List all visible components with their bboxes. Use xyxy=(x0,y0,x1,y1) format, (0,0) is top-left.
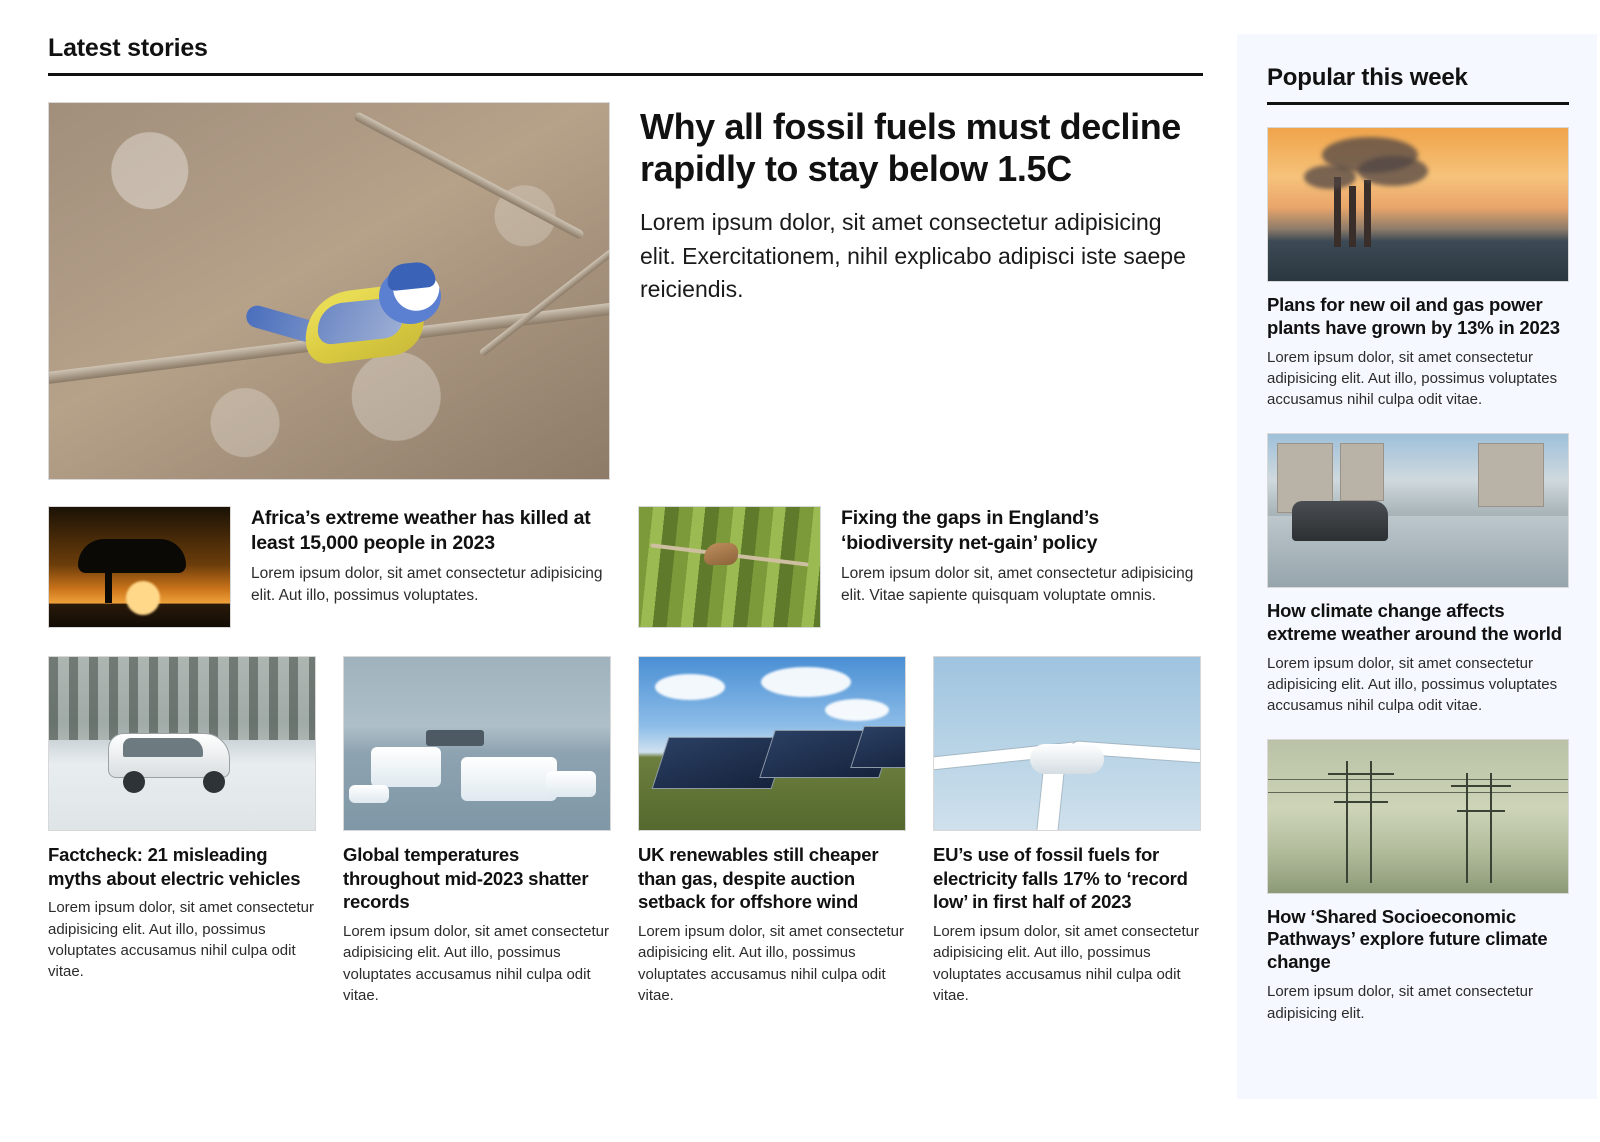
story-card-description: Lorem ipsum dolor sit, amet consectetur adipisicing elit. Vitae sapiente quisquam voluptate omnis. xyxy=(841,564,1194,604)
story-card-image[interactable] xyxy=(48,656,316,831)
story-card-image[interactable] xyxy=(933,656,1201,831)
rail-list-item[interactable] xyxy=(1267,433,1569,717)
page-title: Latest stories xyxy=(48,34,208,62)
lead-story[interactable] xyxy=(48,102,1203,480)
rail-item-image[interactable] xyxy=(1267,127,1569,282)
acacia-tree-sunset-photo xyxy=(49,507,230,627)
power-plant-smokestacks-sunset-photo xyxy=(1268,128,1568,281)
story-card[interactable] xyxy=(48,656,316,1006)
lead-story-image[interactable] xyxy=(48,102,610,480)
story-card-description: Lorem ipsum dolor, sit amet consectetur adipisicing elit. Aut illo, possimus voluptates. xyxy=(251,564,603,604)
story-card-body xyxy=(251,506,610,628)
rail-item-title[interactable]: How climate change affects extreme weather around the world xyxy=(1267,599,1562,644)
story-card-image[interactable] xyxy=(638,656,906,831)
flooded-street-photo xyxy=(1268,434,1568,587)
story-card-title[interactable]: EU’s use of fossil fuels for electricity falls 17% to ‘record low’ in first half of 2023 xyxy=(933,844,1188,913)
story-card-title[interactable]: Factcheck: 21 misleading myths about electric vehicles xyxy=(48,844,301,889)
icebergs-research-ship-photo xyxy=(344,657,610,830)
story-card[interactable] xyxy=(343,656,611,1006)
lead-story-standfirst: Lorem ipsum dolor, sit amet consectetur adipisicing elit. Exercitationem, nihil explicabo adipisci iste saepe reiciendis. xyxy=(640,209,1186,302)
story-card-title[interactable]: UK renewables still cheaper than gas, despite auction setback for offshore wind xyxy=(638,844,879,913)
rail-item-description: Lorem ipsum dolor, sit amet consectetur adipisicing elit. Aut illo, possimus voluptates accusamus nihil culpa odit vitae. xyxy=(1267,348,1558,409)
story-card-description: Lorem ipsum dolor, sit amet consectetur adipisicing elit. Aut illo, possimus voluptates accusamus nihil culpa odit vitae. xyxy=(343,923,609,1004)
popular-this-week-rail xyxy=(1237,34,1597,1099)
rail-item-description: Lorem ipsum dolor, sit amet consectetur adipisicing elit. xyxy=(1267,983,1533,1022)
wind-turbine-blade-photo xyxy=(934,657,1200,830)
rail-title: Popular this week xyxy=(1267,64,1468,91)
rail-list-item[interactable] xyxy=(1267,739,1569,1024)
lead-story-text xyxy=(640,102,1203,480)
lead-story-title[interactable]: Why all fossil fuels must decline rapidly to stay below 1.5C xyxy=(640,106,1181,190)
rail-list-item[interactable] xyxy=(1267,127,1569,411)
bird-in-green-reeds-photo xyxy=(639,507,820,627)
rail-divider xyxy=(1267,102,1569,105)
latest-stories-column xyxy=(48,34,1203,1142)
story-card-title[interactable]: Africa’s extreme weather has killed at least 15,000 people in 2023 xyxy=(251,507,591,554)
story-card-image[interactable] xyxy=(638,506,821,628)
story-card-title[interactable]: Global temperatures throughout mid-2023 shatter records xyxy=(343,844,589,913)
section-divider xyxy=(48,73,1203,76)
story-card-image[interactable] xyxy=(48,506,231,628)
electric-car-snowy-road-photo xyxy=(49,657,315,830)
story-card[interactable] xyxy=(638,656,906,1006)
rail-item-title[interactable]: Plans for new oil and gas power plants have grown by 13% in 2023 xyxy=(1267,294,1560,338)
story-card[interactable] xyxy=(638,506,1200,628)
story-grid xyxy=(48,656,1203,1006)
story-card-description: Lorem ipsum dolor, sit amet consectetur adipisicing elit. Aut illo, possimus voluptates accusamus nihil culpa odit vitae. xyxy=(48,899,314,981)
blue-tit-on-branch-photo xyxy=(49,103,609,479)
rail-item-title[interactable]: How ‘Shared Socioeconomic Pathways’ explore future climate change xyxy=(1267,905,1548,973)
rail-item-description: Lorem ipsum dolor, sit amet consectetur adipisicing elit. Aut illo, possimus voluptates accusamus nihil culpa odit vitae. xyxy=(1267,654,1558,715)
solar-panel-array-photo xyxy=(639,657,905,830)
story-card-image[interactable] xyxy=(343,656,611,831)
electricity-pylons-photo xyxy=(1268,740,1568,893)
story-card-description: Lorem ipsum dolor, sit amet consectetur adipisicing elit. Aut illo, possimus voluptates accusamus nihil culpa odit vitae. xyxy=(638,923,904,1004)
story-card[interactable] xyxy=(933,656,1201,1006)
story-card[interactable] xyxy=(48,506,610,628)
rail-item-image[interactable] xyxy=(1267,433,1569,588)
story-card-title[interactable]: Fixing the gaps in England’s ‘biodiversity net-gain’ policy xyxy=(841,507,1100,554)
rail-item-image[interactable] xyxy=(1267,739,1569,894)
story-card-description: Lorem ipsum dolor, sit amet consectetur adipisicing elit. Aut illo, possimus voluptates accusamus nihil culpa odit vitae. xyxy=(933,923,1199,1004)
story-card-body xyxy=(841,506,1200,628)
secondary-story-row xyxy=(48,506,1203,628)
